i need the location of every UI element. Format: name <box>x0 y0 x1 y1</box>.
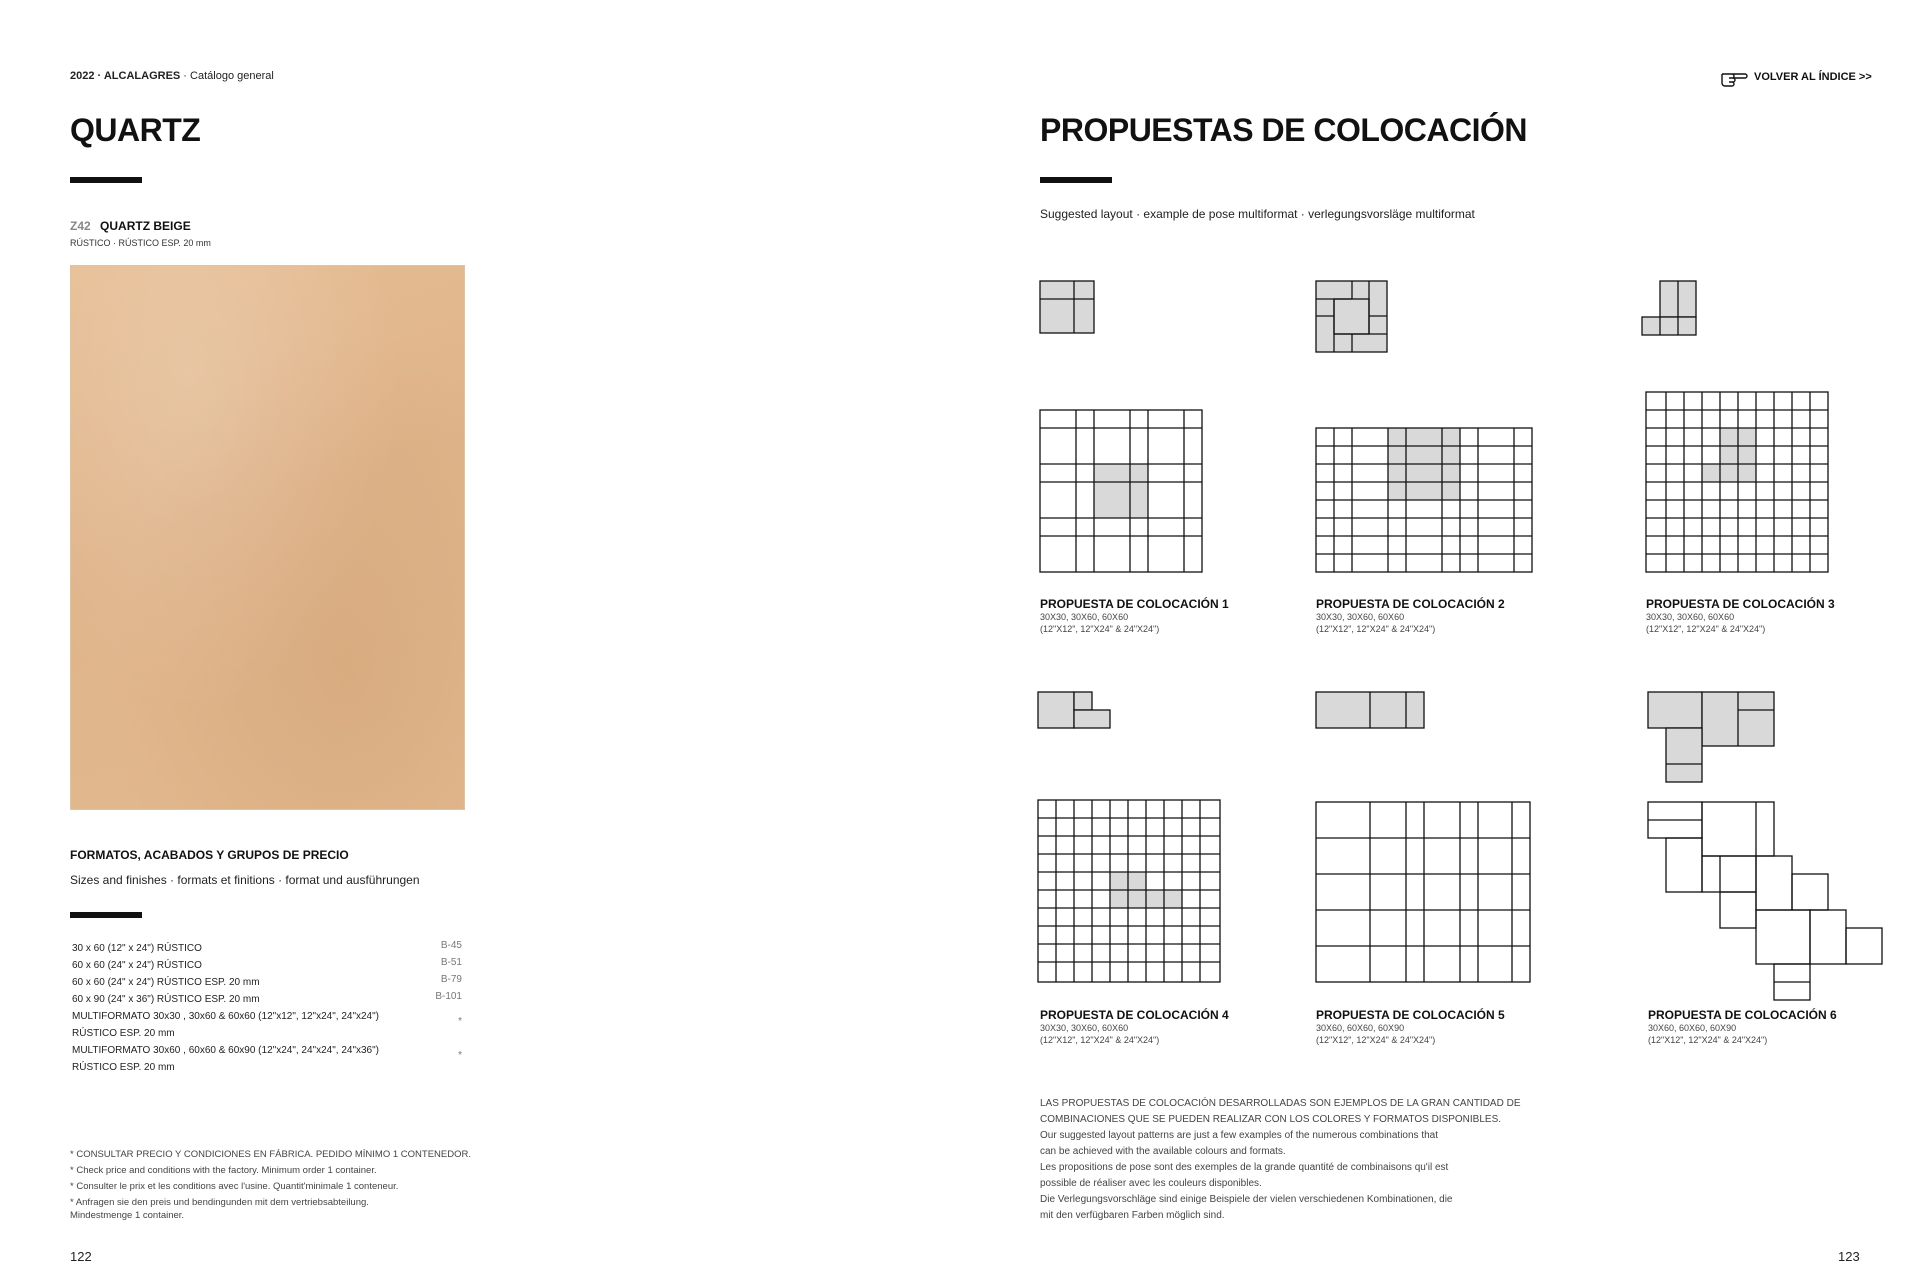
format-row: MULTIFORMATO 30x60 , 60x60 & 60x90 (12"x24", 24"x24", 24"x36") RÚSTICO ESP. 20 mm * <box>72 1042 462 1076</box>
formats-title: FORMATOS, ACABADOS Y GRUPOS DE PRECIO <box>70 848 349 862</box>
format-row: 60 x 60 (24" x 24") RÚSTICO ESP. 20 mm B-79 <box>72 974 462 988</box>
layout-2-pattern <box>1316 428 1532 572</box>
product-name: QUARTZ BEIGE <box>100 219 191 233</box>
formats-table <box>72 940 462 1076</box>
page-number-left: 122 <box>70 1249 92 1264</box>
format-row: 30 x 60 (12" x 24") RÚSTICO B-45 <box>72 940 462 954</box>
price-group: B-101 <box>435 991 462 1002</box>
formats-subtitle: Sizes and finishes · formats et finitions · format und ausführungen <box>70 873 420 887</box>
product-finish: RÚSTICO · RÚSTICO ESP. 20 mm <box>70 238 211 248</box>
page-number-right: 123 <box>1838 1249 1860 1264</box>
page-title: QUARTZ <box>70 112 201 148</box>
layout-caption-4: PROPUESTA DE COLOCACIÓN 4 30X30, 30X60, 60X60 (12"X12", 12"X24" & 24"X24") <box>1040 1008 1229 1045</box>
layout-caption-2: PROPUESTA DE COLOCACIÓN 2 30X30, 30X60, 60X60 (12"X12", 12"X24" & 24"X24") <box>1316 597 1505 634</box>
header-brand: ALCALAGRES <box>103 70 181 82</box>
layout-6-pattern <box>1648 802 1882 1000</box>
price-group: B-79 <box>440 974 462 985</box>
layout-4-module <box>1038 692 1110 728</box>
back-to-index-label[interactable]: VOLVER AL ÍNDICE >> <box>1754 71 1872 83</box>
price-group: B-45 <box>440 940 462 951</box>
price-group: B-51 <box>440 957 462 968</box>
footnotes: * CONSULTAR PRECIO Y CONDICIONES EN FÁBRICA. PEDIDO MÍNIMO 1 CONTENEDOR. * Check price and conditions with the factory. Minimum order 1 container. * Consulter le prix et les conditions avec l'usine. Quantit'minimale 1 conteneur. * Anfragen sie den preis und bendingunden mit dem vertriebsabteilung. Mindestmenge 1 container. <box>70 1149 471 1221</box>
layout-6-module <box>1648 692 1774 782</box>
layouts-disclaimer: LAS PROPUESTAS DE COLOCACIÓN DESARROLLADAS SON EJEMPLOS DE LA GRAN CANTIDAD DE COMBINACIONES QUE SE PUEDEN REALIZAR CON LOS COLORES Y FORMATOS DISPONIBLES. Our suggested layout patterns are just a few examples of the numerous combinations that can be achieved with the available colours and formats. Les propositions de pose sont des exemples de la grande quantité de combinaisons qu'il est possible de réaliser avec les couleurs disponibles. Die Verlegungsvorschläge sind einige Beispiele der vielen verschiedenen Kombinationen, die mit den verfügbaren Farben möglich sind. <box>1040 1098 1521 1221</box>
back-to-index-link[interactable] <box>1720 66 1872 88</box>
price-group: * <box>458 1016 462 1027</box>
product-heading <box>70 219 191 233</box>
layout-caption-3: PROPUESTA DE COLOCACIÓN 3 30X30, 30X60, 60X60 (12"X12", 12"X24" & 24"X24") <box>1646 597 1835 634</box>
header-catalog: · Catálogo general <box>180 70 274 82</box>
layout-3-pattern <box>1646 392 1828 572</box>
format-row: MULTIFORMATO 30x30 , 30x60 & 60x60 (12"x12", 12"x24", 24"x24") RÚSTICO ESP. 20 mm * <box>72 1008 462 1042</box>
layout-1-pattern <box>1040 410 1202 572</box>
product-swatch-image <box>70 265 465 810</box>
layout-caption-1: PROPUESTA DE COLOCACIÓN 1 30X30, 30X60, 60X60 (12"X12", 12"X24" & 24"X24") <box>1040 597 1229 634</box>
layout-1-module <box>1040 281 1094 333</box>
layout-5-pattern <box>1316 802 1530 982</box>
hand-pointer-icon <box>1720 66 1748 88</box>
header-year: 2022 <box>70 70 95 82</box>
catalog-header: 2022 · ALCALAGRES · Catálogo general <box>70 70 274 82</box>
layouts-subtitle: Suggested layout · example de pose multiformat · verlegungsvorsläge multiformat <box>1040 207 1475 221</box>
layout-5-module <box>1316 692 1424 728</box>
layout-2-module <box>1316 281 1387 352</box>
format-row: 60 x 60 (24" x 24") RÚSTICO B-51 <box>72 957 462 971</box>
layout-3-module <box>1642 281 1696 335</box>
layouts-divider <box>1040 177 1112 183</box>
layout-caption-6: PROPUESTA DE COLOCACIÓN 6 30X60, 60X60, 60X90 (12"X12", 12"X24" & 24"X24") <box>1648 1008 1837 1045</box>
title-divider <box>70 177 142 183</box>
format-row: 60 x 90 (24" x 36") RÚSTICO ESP. 20 mm B-101 <box>72 991 462 1005</box>
layout-caption-5: PROPUESTA DE COLOCACIÓN 5 30X60, 60X60, 60X90 (12"X12", 12"X24" & 24"X24") <box>1316 1008 1505 1045</box>
formats-divider <box>70 912 142 918</box>
layout-4-pattern <box>1038 800 1220 982</box>
price-group: * <box>458 1050 462 1061</box>
layouts-title: PROPUESTAS DE COLOCACIÓN <box>1040 112 1527 148</box>
product-code: Z42 <box>70 219 91 233</box>
